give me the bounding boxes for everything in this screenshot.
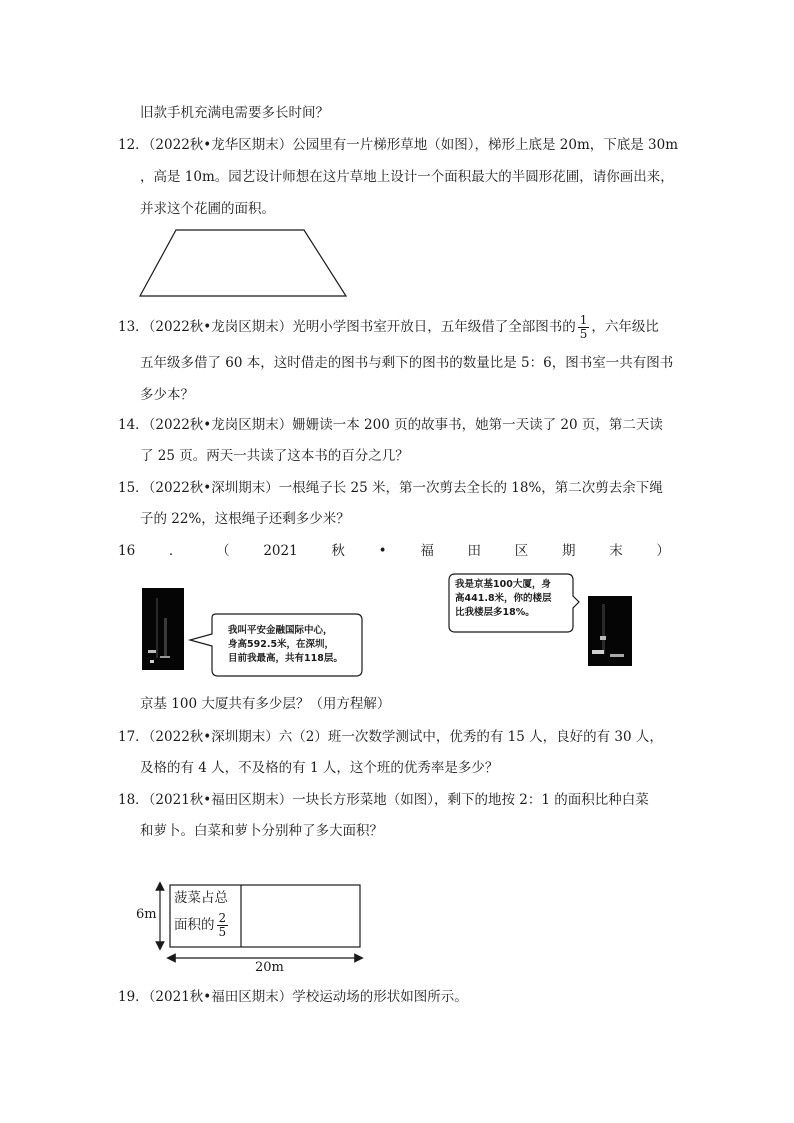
q17-line-1: 17．（2022秋•深圳期末）六（2）班一次数学测试中，优秀的有 15 人，良好的有 30 人， [118, 729, 663, 745]
bubble-right-text [455, 578, 552, 620]
q16-token: 末 [609, 543, 623, 559]
q11-tail: 旧款手机充满电需要多长时间？ [140, 105, 329, 121]
bubble-right-line: 我是京基100大厦，身 [455, 579, 551, 590]
q16-token: 福 [420, 543, 434, 559]
fraction-denominator: 5 [579, 327, 588, 341]
height-label: 6m [136, 907, 157, 922]
rectangle-field-diagram [136, 878, 366, 976]
spinach-label-line-1: 菠菜占总 [174, 890, 228, 906]
width-label: 20m [255, 960, 284, 975]
kingkey-building-image [588, 596, 632, 666]
q15-line-1: 15．（2022秋•深圳期末）一根绳子长 25 米，第一次剪去全长的 18%，第二次剪去余下绳 [118, 480, 663, 496]
q16-token: 16 [118, 543, 136, 559]
bubble-left-line: 我叫平安金融国际中心， [228, 625, 333, 636]
q17-line-2: 及格的有 4 人，不及格的有 1 人，这个班的优秀率是多少？ [140, 760, 499, 776]
q16-token: 区 [514, 543, 529, 559]
q12-line-2: ，高是 10m。园艺设计师想在这片草地上设计一个面积最大的半圆形花圃，请你画出来， [140, 169, 674, 185]
q16-header [118, 541, 670, 561]
bubble-right-line: 高441.8米，你的楼层 [455, 593, 552, 604]
q15-line-2: 子的 22%，这根绳子还剩多少米？ [140, 511, 350, 527]
pingan-building-image [142, 588, 184, 670]
q16-token: 2021 [263, 543, 298, 559]
q13-line-1-text: 13．（2022秋•龙岗区期末）光明小学图书室开放日，五年级借了全部图书的 [118, 319, 576, 335]
q14-line-1: 14．（2022秋•龙岗区期末）姗姗读一本 200 页的故事书，她第一天读了 20 页，第二天读 [118, 417, 663, 433]
spinach-label-text: 面积的 [174, 917, 215, 933]
fraction-two-fifths [217, 912, 229, 939]
spinach-label-line-2 [174, 912, 230, 939]
q13-line-1 [118, 314, 659, 341]
q16-token: （ [216, 543, 230, 559]
q12-line-3: 并求这个花圃的面积。 [140, 201, 275, 217]
q16-token: ） [656, 543, 670, 559]
q12-line-1: 12．（2022秋•龙华区期末）公园里有一片梯形草地（如图），梯形上底是 20m，下底是 30m [118, 137, 679, 153]
q16-token: 秋 [331, 543, 345, 559]
fraction-numerator: 1 [579, 313, 588, 327]
bubble-left-text [228, 624, 343, 666]
q16-token: • [378, 543, 387, 559]
fraction-numerator: 2 [218, 911, 227, 925]
q14-line-2: 了 25 页。两天一共读了这本书的百分之几？ [140, 448, 409, 464]
q19-line: 19．（2021秋•福田区期末）学校运动场的形状如图所示。 [118, 989, 468, 1005]
q18-line-1: 18．（2021秋•福田区期末）一块长方形菜地（如图），剩下的地按 2：1 的面积比种白菜 [118, 792, 649, 808]
q16-question: 京基 100 大厦共有多少层？（用方程解） [140, 696, 391, 712]
q18-line-2: 和萝卜。白菜和萝卜分别种了多大面积？ [140, 823, 383, 839]
q16-token: 期 [561, 543, 576, 559]
spinach-cell-label [174, 888, 230, 939]
trapezoid-diagram [136, 228, 350, 300]
bubble-left-line: 目前我最高，共有118层。 [228, 653, 343, 664]
q13-line-1-after: ，六年级比 [591, 319, 659, 335]
q16-token: ． [168, 543, 183, 559]
q13-line-3: 多少本？ [140, 387, 194, 403]
q13-line-2: 五年级多借了 60 本，这时借走的图书与剩下的图书的数量比是 5：6，图书室一共有图书 [140, 355, 674, 371]
fraction-denominator: 5 [218, 925, 227, 939]
q16-token: 田 [467, 543, 482, 559]
bubble-right-line: 比我楼层多18%。 [455, 607, 535, 618]
fraction-one-fifth [578, 314, 590, 341]
bubble-left-line: 身高592.5米，在深圳， [228, 639, 335, 650]
